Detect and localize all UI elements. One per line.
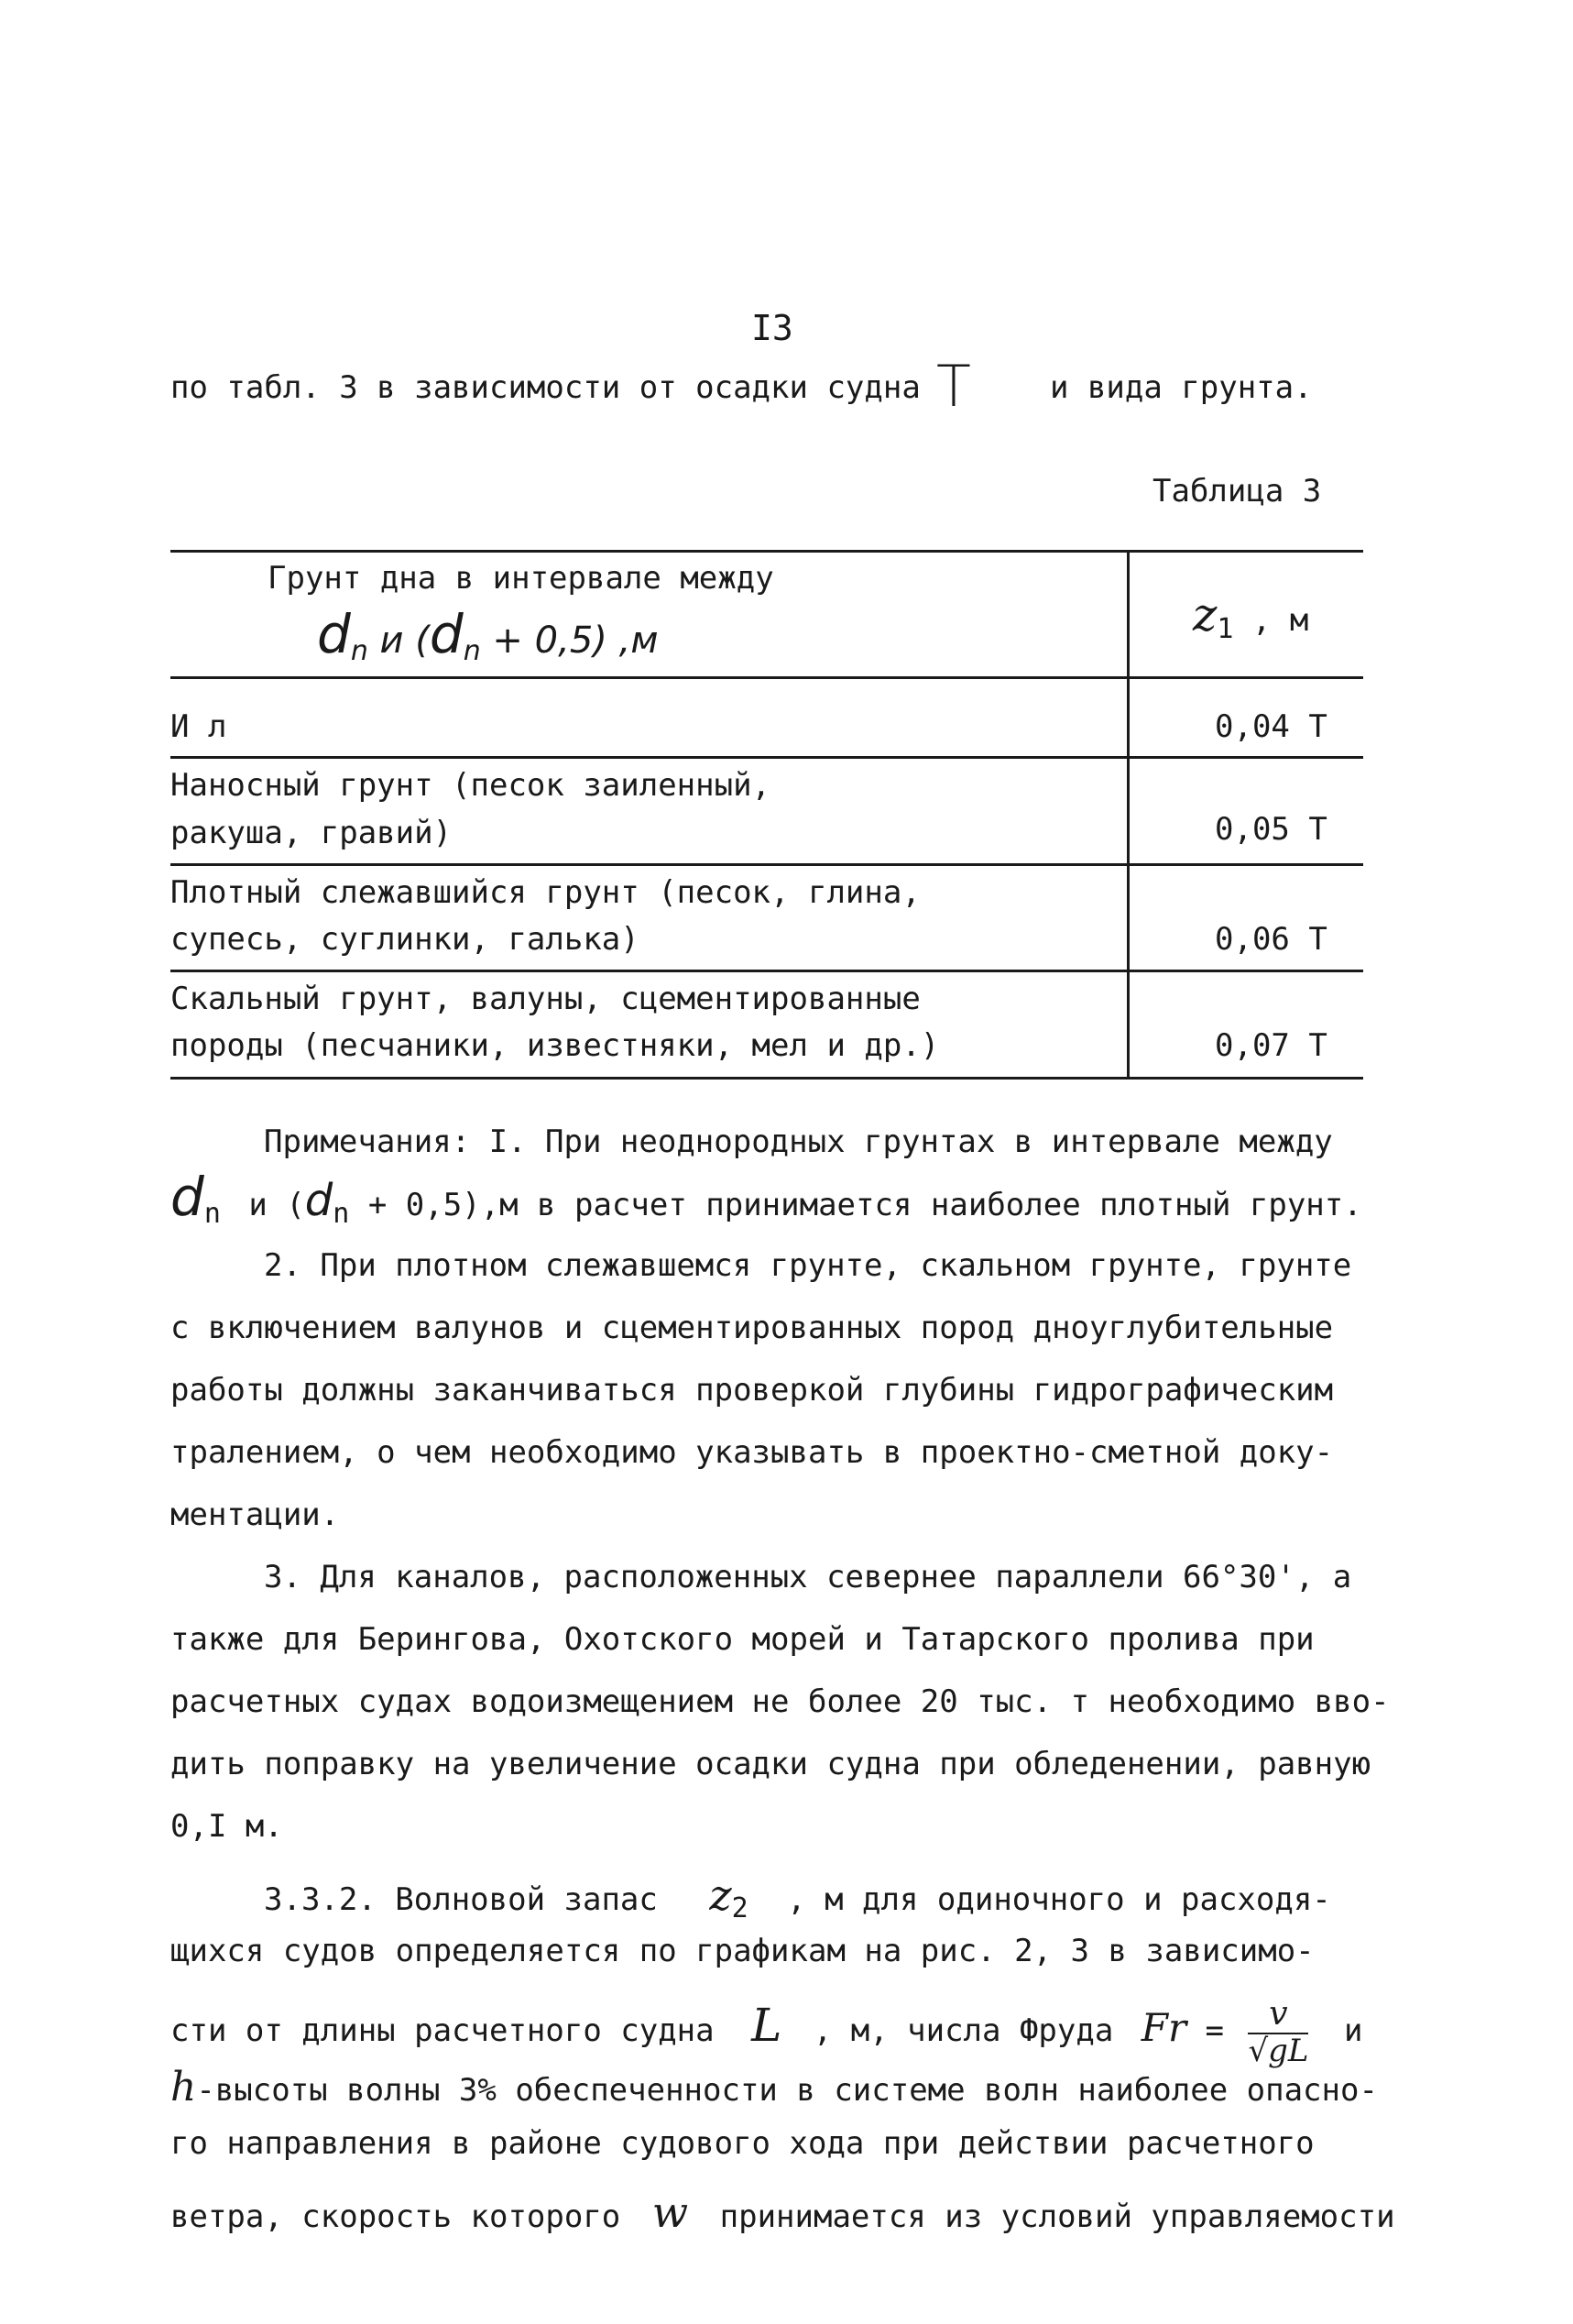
row-1-soil: И л — [170, 708, 227, 745]
note-2-line2: с включением валунов и сцементированных пород дноуглубительные — [170, 1310, 1334, 1346]
section-line1: 3.3.2. Волновой запас z2 , м для одиночного и расходя- — [264, 1870, 1331, 1924]
table-row-rule — [170, 756, 1363, 759]
section-line6: ветра, скорость которого w принимается из условий управляемости — [170, 2187, 1395, 2237]
intro-text-after: и вида грунта. — [1050, 369, 1313, 406]
header-col2: z1 , м — [1193, 588, 1309, 645]
row-2-value: 0,05 Т — [1215, 811, 1327, 848]
note-3-line5: 0,I м. — [170, 1808, 283, 1845]
note-2-line4: тралением, о чем необходимо указывать в проектно-сметной доку- — [170, 1434, 1334, 1471]
header-col1-line1: Грунт дна в интервале между — [268, 560, 774, 597]
row-4-soil-line1: Скальный грунт, валуны, сцементированные — [170, 981, 921, 1017]
note-2-line5: ментации. — [170, 1496, 340, 1533]
section-line3: сти от длины расчетного судна L , м, числа Фруда Fr = $\frac{v}{√gL}$ и — [170, 1995, 1363, 2069]
note-1-line1: Примечания: I. При неоднородных грунтах в интервале между — [264, 1124, 1333, 1160]
section-line5: го направления в районе судового хода при действии расчетного — [170, 2125, 1315, 2162]
note-3-line2: также для Берингова, Охотского морей и Татарского пролива при — [170, 1621, 1315, 1658]
note-2-line1: 2. При плотном слежавшемся грунте, скальном грунте, грунте — [264, 1247, 1352, 1284]
note-3-line3: расчетных судах водоизмещением не более 20 тыс. т необходимо вво- — [170, 1683, 1390, 1720]
row-4-value: 0,07 Т — [1215, 1027, 1327, 1064]
note-2-line3: работы должны заканчиваться проверкой глубины гидрографическим — [170, 1372, 1334, 1409]
note-1-line2: dn и (dn + 0,5),м в расчет принимается наиболее плотный грунт. — [170, 1166, 1362, 1230]
section-line4: h-высоты волны 3% обеспеченности в системе волн наиболее опасно- — [170, 2064, 1378, 2110]
header-col1-formula: $d_n$ и $(d_n + 0,5)$ ,м — [317, 603, 659, 667]
page-number: I3 — [751, 308, 793, 348]
row-3-value: 0,06 Т — [1215, 921, 1327, 958]
note-3-line1: 3. Для каналов, расположенных севернее параллели 66°30', а — [264, 1559, 1352, 1595]
table-top-rule — [170, 550, 1363, 553]
note-3-line4: дить поправку на увеличение осадки судна при обледенении, равную — [170, 1746, 1371, 1782]
intro-text-before: по табл. 3 в зависимости от осадки судна — [170, 369, 921, 406]
row-3-soil-line2: супесь, суглинки, галька) — [170, 921, 639, 958]
draft-symbol: T — [936, 353, 971, 420]
row-2-soil-line1: Наносный грунт (песок заиленный, — [170, 767, 771, 804]
table-header-rule — [170, 676, 1363, 679]
row-1-value: 0,04 Т — [1215, 708, 1327, 745]
table-caption: Таблица 3 — [1152, 473, 1322, 510]
table-row-rule — [170, 970, 1363, 972]
row-2-soil-line2: ракуша, гравий) — [170, 815, 453, 851]
row-4-soil-line2: породы (песчаники, известняки, мел и др.) — [170, 1027, 940, 1064]
section-line2: щихся судов определяется по графикам на рис. 2, 3 в зависимо- — [170, 1933, 1315, 1969]
froude-fraction: $\frac{v}{√gL}$ — [1248, 1995, 1309, 2069]
table-row-rule — [170, 863, 1363, 866]
table-bottom-rule — [170, 1077, 1363, 1080]
row-3-soil-line1: Плотный слежавшийся грунт (песок, глина, — [170, 874, 921, 911]
table-column-divider — [1127, 550, 1130, 1080]
